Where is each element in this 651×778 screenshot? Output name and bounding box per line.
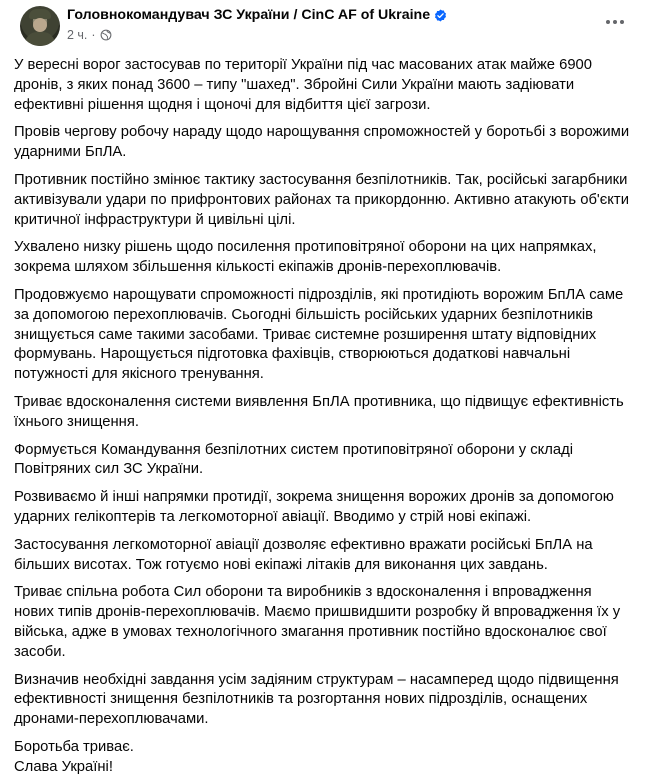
post-paragraph: Триває вдосконалення системи виявлення БпЛА противника, що підвищує ефективність їхнього знищення. bbox=[14, 393, 624, 430]
post-paragraph: Ухвалено низку рішень щодо посилення протиповітряної оборони на цих напрямках, зокрема шляхом збільшення кількості екіпажів дронів-перехоплювачів. bbox=[14, 239, 597, 276]
post-paragraph: У вересні ворог застосував по території України під час масованих атак майже 6900 дронів, з яких понад 3600 – типу "шахед". Збройні Сили України мають задіювати ефективні рішення щодня і щоночі для відбиття цієї загрози. bbox=[14, 57, 593, 113]
post-paragraph: Розвиваємо й інші напрямки протидії, зокрема знищення ворожих дронів за допомогою ударних гелікоптерів та легкомоторної авіації. Вводимо у стрій нові екіпажі. bbox=[14, 489, 614, 525]
post-paragraph: Визначив необхідні завдання усім задіяним структурам – насамперед щодо підвищення ефективності знищення безпілотників та розгортання нових підрозділів, оснащених дронами-перехоплювачами. bbox=[14, 671, 619, 728]
post-paragraph: Триває спільна робота Сил оборони та виробників з вдосконалення і впровадження нових типів дронів-перехоплювачів. Маємо пришвидшити розробку й впровадження їх у війська, адже в умовах технологічного змагання противник постійно вдосконалює свої засоби. bbox=[14, 584, 621, 660]
verified-badge-icon bbox=[434, 9, 447, 22]
more-options-icon[interactable] bbox=[601, 12, 629, 32]
author-avatar[interactable] bbox=[20, 6, 60, 46]
post-time[interactable]: 2 ч. bbox=[67, 28, 88, 42]
author-name-row bbox=[67, 7, 447, 23]
post-header bbox=[10, 0, 639, 52]
post-paragraph: Формується Командування безпілотних систем протиповітряної оборони у складі Повітряних сил ЗС України. bbox=[14, 441, 574, 478]
post-paragraph: Провів чергову робочу нараду щодо нарощування спроможностей у боротьбі з ворожими ударними БпЛА. bbox=[14, 124, 630, 161]
meta-separator: · bbox=[91, 28, 96, 42]
post-meta bbox=[67, 28, 112, 42]
closing-line: Слава Україні! bbox=[14, 758, 113, 775]
post-paragraph: Продовжуємо нарощувати спроможності підрозділів, які протидіють ворожим БпЛА саме за допомогою перехоплювачів. Сьогодні більшість російських ударних безпілотників знищується саме такими засобами. Триває системне розширення штату відповідних формувань. Нарощується підготовка фахівців, створюються додаткові навчальні потужності для якісного тренування. bbox=[14, 286, 624, 383]
post-paragraph: Противник постійно змінює тактику застосування безпілотників. Так, російські загарбники активізували удари по прифронтових районах та прикордонню. Активно атакують об'єкти критичної інфраструктури й цивільні цілі. bbox=[14, 171, 629, 228]
closing-line: Боротьба триває. bbox=[14, 738, 134, 755]
post-paragraph: Застосування легкомоторної авіації дозволяє ефективно вражати російські БпЛА на більших висотах. Тож готуємо нові екіпажі літаків для виконання цих завдань. bbox=[14, 536, 593, 573]
post-body bbox=[10, 52, 639, 778]
author-name[interactable]: Головнокомандувач ЗС України / CinC AF of Ukraine bbox=[67, 7, 431, 23]
globe-icon[interactable] bbox=[100, 29, 112, 41]
